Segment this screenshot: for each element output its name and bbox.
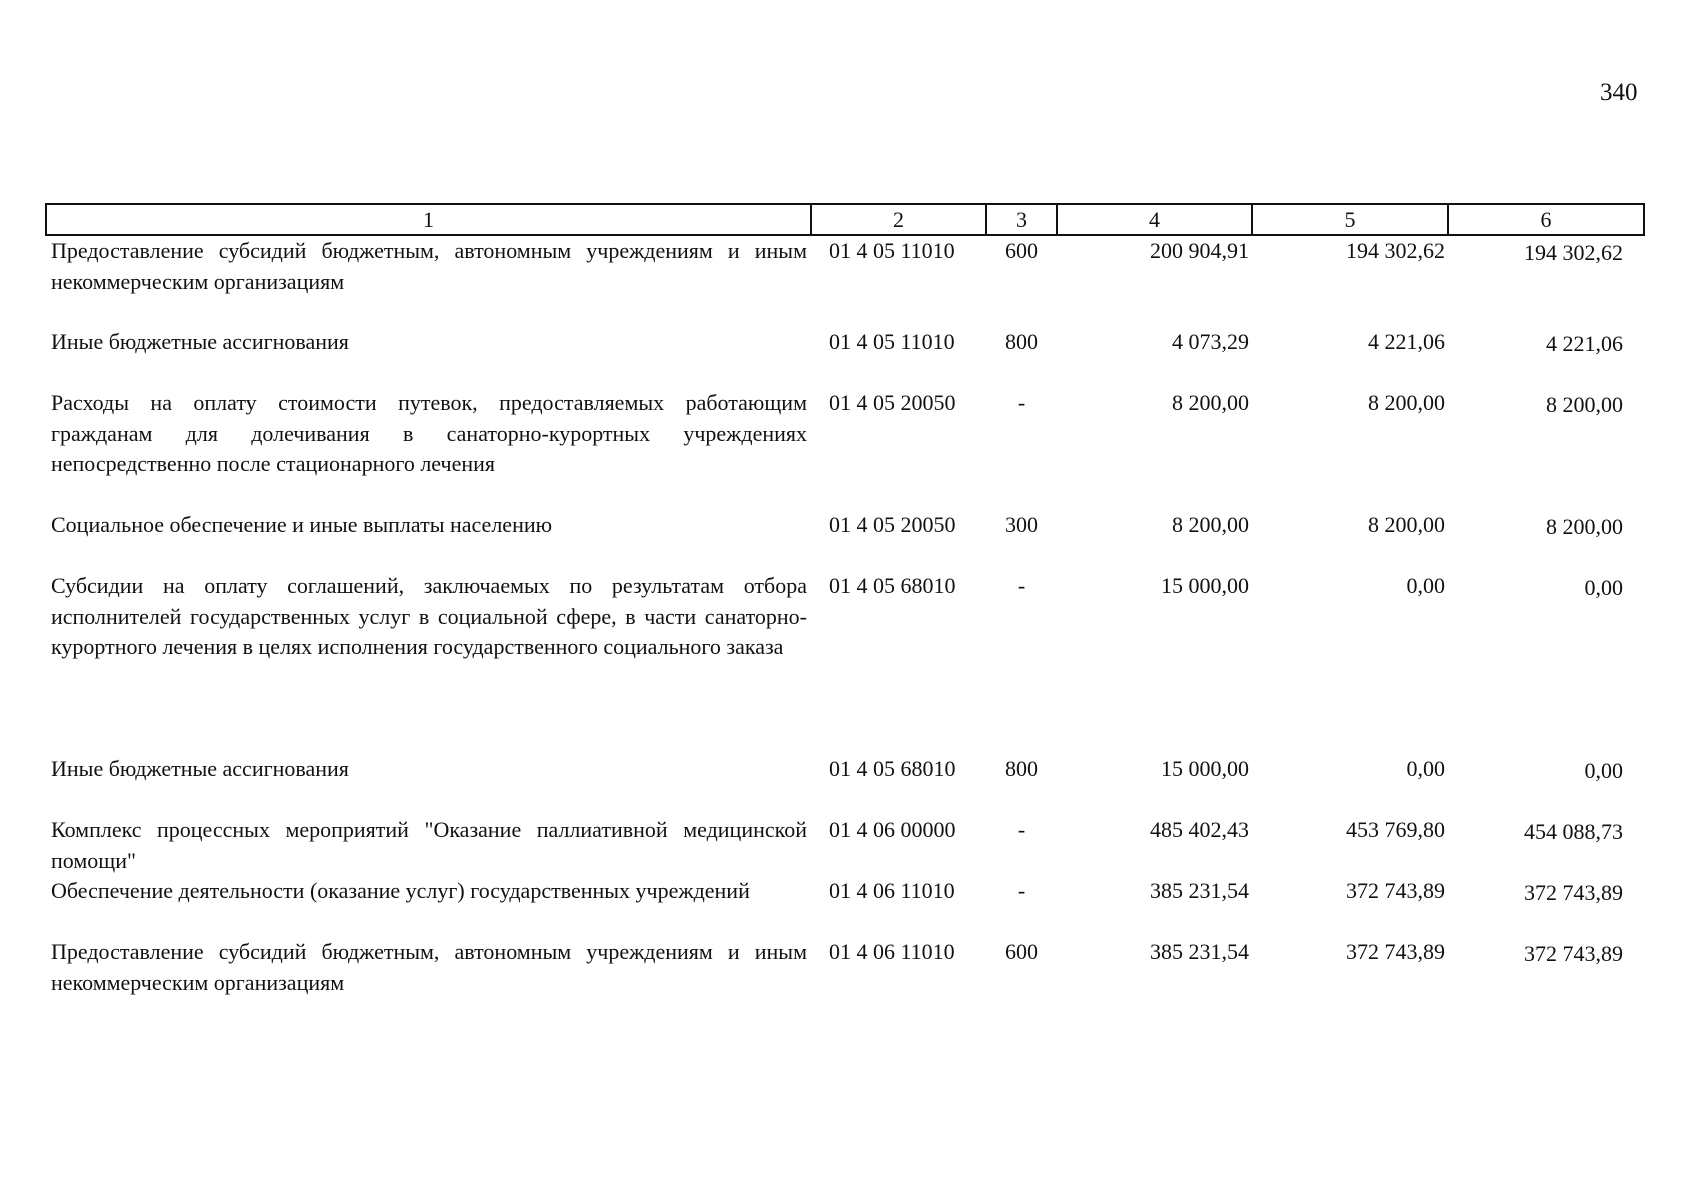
row-value-4: 15 000,00 [1161,756,1249,781]
row-value-4: 15 000,00 [1161,573,1249,598]
row-code: 01 4 05 68010 [829,756,956,781]
row-value-6: 8 200,00 [1546,392,1623,417]
table-row [46,571,1644,754]
row-value-5: 8 200,00 [1368,390,1445,415]
row-value-6: 0,00 [1584,758,1623,783]
row-value-6: 0,00 [1584,575,1623,600]
row-code: 01 4 05 11010 [829,329,955,354]
row-expense-type: - [1017,573,1026,598]
table-row [46,388,1644,510]
row-code: 01 4 06 11010 [829,939,955,964]
row-expense-type: 800 [1005,756,1038,781]
row-name: Расходы на оплату стоимости путевок, предоставляемых работающим гражданам для долечивания в санаторно-курортных учреждениях непосредственно после стационарного лечения [51,390,807,476]
row-value-4: 485 402,43 [1150,817,1249,842]
row-value-5: 4 221,06 [1368,329,1445,354]
budget-table [45,203,1645,998]
table-row [46,327,1644,388]
row-expense-type: 300 [1005,512,1038,537]
page-number: 340 [1600,79,1638,106]
column-header-3: 3 [986,204,1057,235]
table-row [46,510,1644,571]
row-value-5: 194 302,62 [1346,238,1445,263]
row-code: 01 4 05 68010 [829,573,956,598]
column-header-1: 1 [46,204,811,235]
row-value-5: 0,00 [1406,573,1445,598]
row-value-6: 454 088,73 [1524,819,1623,844]
row-value-5: 372 743,89 [1346,939,1445,964]
row-name: Социальное обеспечение и иные выплаты населению [51,512,553,537]
row-expense-type: - [1017,878,1026,903]
row-name: Комплекс процессных мероприятий "Оказание паллиативной медицинской помощи" [51,817,807,873]
row-code: 01 4 05 11010 [829,238,955,263]
column-header-6: 6 [1448,204,1644,235]
row-name: Иные бюджетные ассигнования [51,329,349,354]
row-value-4: 8 200,00 [1172,390,1249,415]
row-value-6: 194 302,62 [1524,240,1623,265]
row-value-5: 453 769,80 [1346,817,1445,842]
row-name: Субсидии на оплату соглашений, заключаемых по результатам отбора исполнителей государственных услуг в социальной сфере, в части санаторно-курортного лечения в целях исполнения государственного социального заказа [51,573,807,659]
row-value-4: 8 200,00 [1172,512,1249,537]
row-value-4: 200 904,91 [1150,238,1249,263]
table-row [46,937,1644,998]
row-expense-type: 600 [1005,238,1038,263]
row-expense-type: 800 [1005,329,1038,354]
column-header-5: 5 [1252,204,1448,235]
row-name: Иные бюджетные ассигнования [51,756,349,781]
row-name: Обеспечение деятельности (оказание услуг) государственных учреждений [51,878,750,903]
row-value-4: 385 231,54 [1150,878,1249,903]
row-value-6: 372 743,89 [1524,880,1623,905]
row-expense-type: - [1017,817,1026,842]
row-value-5: 8 200,00 [1368,512,1445,537]
column-header-2: 2 [811,204,986,235]
column-header-4: 4 [1057,204,1252,235]
table-row [46,754,1644,815]
row-expense-type: - [1017,390,1026,415]
row-value-6: 8 200,00 [1546,514,1623,539]
row-value-5: 0,00 [1406,756,1445,781]
row-expense-type: 600 [1005,939,1038,964]
table-row [46,235,1644,327]
row-code: 01 4 06 11010 [829,878,955,903]
row-value-6: 372 743,89 [1524,941,1623,966]
table-row [46,815,1644,876]
row-value-5: 372 743,89 [1346,878,1445,903]
row-name: Предоставление субсидий бюджетным, автономным учреждениям и иным некоммерческим организациям [51,939,807,995]
table-header-row [46,204,1644,235]
row-value-4: 4 073,29 [1172,329,1249,354]
table-row [46,876,1644,937]
row-code: 01 4 06 00000 [829,817,956,842]
row-name: Предоставление субсидий бюджетным, автономным учреждениям и иным некоммерческим организациям [51,238,807,294]
row-code: 01 4 05 20050 [829,512,956,537]
row-code: 01 4 05 20050 [829,390,956,415]
row-value-4: 385 231,54 [1150,939,1249,964]
row-value-6: 4 221,06 [1546,331,1623,356]
